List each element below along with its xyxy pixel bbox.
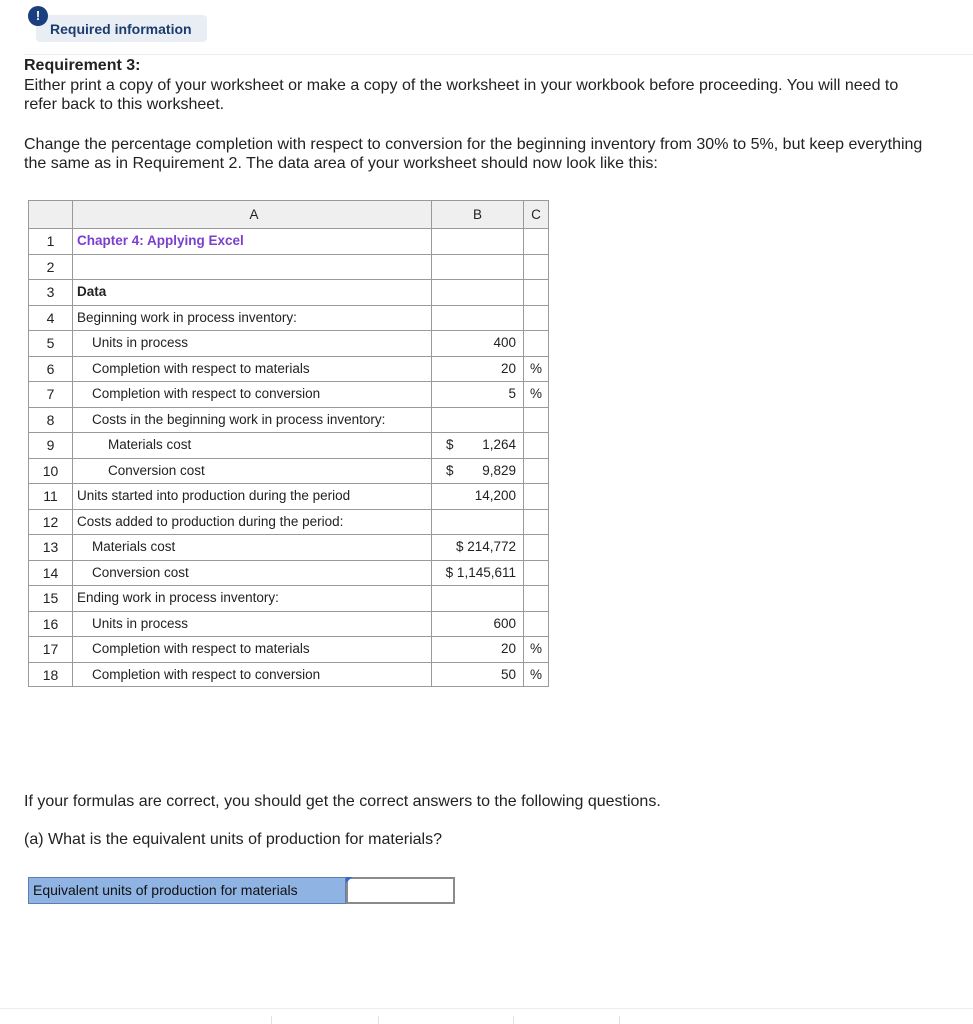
cell-a: Completion with respect to materials [72, 636, 431, 662]
cell-b: $ 1,145,611 [431, 560, 523, 586]
cell-a: Conversion cost [72, 458, 431, 484]
column-header-c: C [523, 200, 549, 228]
footer-tick [513, 1016, 514, 1024]
table-row [28, 407, 549, 433]
cell-a: Units in process [72, 330, 431, 356]
cell-b [431, 585, 523, 611]
cell-a [72, 254, 431, 280]
row-number: 8 [28, 407, 72, 433]
cell-a: Completion with respect to conversion [72, 662, 431, 688]
table-row [28, 254, 549, 280]
row-number: 16 [28, 611, 72, 637]
row-number: 13 [28, 534, 72, 560]
row-number: 5 [28, 330, 72, 356]
cell-b [431, 432, 523, 458]
row-number: 3 [28, 279, 72, 305]
cell-b-value: 9,829 [482, 462, 516, 478]
currency-symbol: $ [446, 437, 454, 452]
corner-cell [28, 200, 72, 228]
row-number: 1 [28, 228, 72, 254]
cell-c [523, 509, 549, 535]
table-row [28, 662, 549, 688]
cell-a: Costs in the beginning work in process inventory: [72, 407, 431, 433]
cell-b: 20 [431, 356, 523, 382]
cell-c [523, 305, 549, 331]
table-row [28, 560, 549, 586]
cell-a: Ending work in process inventory: [72, 585, 431, 611]
cell-c [523, 228, 549, 254]
cell-c [523, 407, 549, 433]
cell-c: % [523, 381, 549, 407]
cell-a: Completion with respect to conversion [72, 381, 431, 407]
row-number: 11 [28, 483, 72, 509]
cell-c [523, 254, 549, 280]
cell-b-value: 1,264 [482, 437, 516, 452]
cell-b [431, 279, 523, 305]
cell-a: Chapter 4: Applying Excel [72, 228, 431, 254]
cell-a: Materials cost [72, 432, 431, 458]
row-number: 7 [28, 381, 72, 407]
footer-tick [271, 1016, 272, 1024]
cell-a: Conversion cost [72, 560, 431, 586]
row-number: 12 [28, 509, 72, 535]
cell-a: Completion with respect to materials [72, 356, 431, 382]
row-number: 10 [28, 458, 72, 484]
cell-a: Units started into production during the period [72, 483, 431, 509]
requirement-paragraph-1: Either print a copy of your worksheet or make a copy of the worksheet in your workbook before proceeding. You will need to refer back to this worksheet. [24, 77, 899, 113]
questions-intro: If your formulas are correct, you should get the correct answers to the following questions. [24, 793, 661, 810]
cell-a: Costs added to production during the period: [72, 509, 431, 535]
column-header-b: B [431, 200, 523, 228]
footer-tick [619, 1016, 620, 1024]
cell-c [523, 432, 549, 458]
divider [0, 1008, 973, 1009]
divider [24, 54, 973, 55]
cell-b [431, 254, 523, 280]
cell-a: Data [72, 279, 431, 305]
table-row [28, 279, 549, 305]
answer-row [28, 877, 455, 904]
cell-c [523, 279, 549, 305]
cell-b: $ 214,772 [431, 534, 523, 560]
equivalent-units-materials-input[interactable] [346, 877, 455, 904]
row-number: 4 [28, 305, 72, 331]
row-number: 14 [28, 560, 72, 586]
input-corner-marker [346, 877, 352, 883]
table-row [28, 228, 549, 254]
row-number: 6 [28, 356, 72, 382]
table-row [28, 381, 549, 407]
cell-b [431, 305, 523, 331]
row-number: 17 [28, 636, 72, 662]
column-header-a: A [72, 200, 431, 228]
row-number: 15 [28, 585, 72, 611]
table-row [28, 305, 549, 331]
column-header-row [28, 200, 549, 228]
row-number: 18 [28, 662, 72, 688]
worksheet-table [28, 200, 549, 687]
requirement-paragraph-2: Change the percentage completion with respect to conversion for the beginning inventory from 30% to 5%, but keep everything the same as in Requirement 2. The data area of your worksheet should now look like this: [24, 136, 923, 172]
footer-tick [378, 1016, 379, 1024]
cell-c [523, 330, 549, 356]
table-row [28, 509, 549, 535]
table-row [28, 636, 549, 662]
table-row [28, 585, 549, 611]
cell-a: Beginning work in process inventory: [72, 305, 431, 331]
cell-b [431, 509, 523, 535]
cell-b: 50 [431, 662, 523, 688]
cell-c [523, 585, 549, 611]
currency-symbol: $ [446, 462, 454, 478]
cell-c [523, 534, 549, 560]
cell-b: 20 [431, 636, 523, 662]
table-row [28, 330, 549, 356]
table-row [28, 356, 549, 382]
cell-a: Units in process [72, 611, 431, 637]
required-information-label: Required information [36, 15, 207, 42]
table-row [28, 534, 549, 560]
cell-c: % [523, 636, 549, 662]
alert-icon: ! [28, 6, 48, 26]
cell-c [523, 611, 549, 637]
cell-c [523, 458, 549, 484]
cell-c [523, 560, 549, 586]
cell-b [431, 228, 523, 254]
cell-b: 400 [431, 330, 523, 356]
cell-b: 600 [431, 611, 523, 637]
table-row [28, 432, 549, 458]
table-row [28, 611, 549, 637]
cell-b [431, 458, 523, 484]
row-number: 9 [28, 432, 72, 458]
table-row [28, 458, 549, 484]
question-a: (a) What is the equivalent units of production for materials? [24, 831, 442, 848]
cell-c [523, 483, 549, 509]
cell-c: % [523, 662, 549, 688]
requirement-title: Requirement 3: [24, 57, 141, 74]
cell-b: 5 [431, 381, 523, 407]
cell-b: 14,200 [431, 483, 523, 509]
cell-a: Materials cost [72, 534, 431, 560]
cell-c: % [523, 356, 549, 382]
table-row [28, 483, 549, 509]
cell-b [431, 407, 523, 433]
answer-label: Equivalent units of production for materials [28, 877, 346, 904]
row-number: 2 [28, 254, 72, 280]
